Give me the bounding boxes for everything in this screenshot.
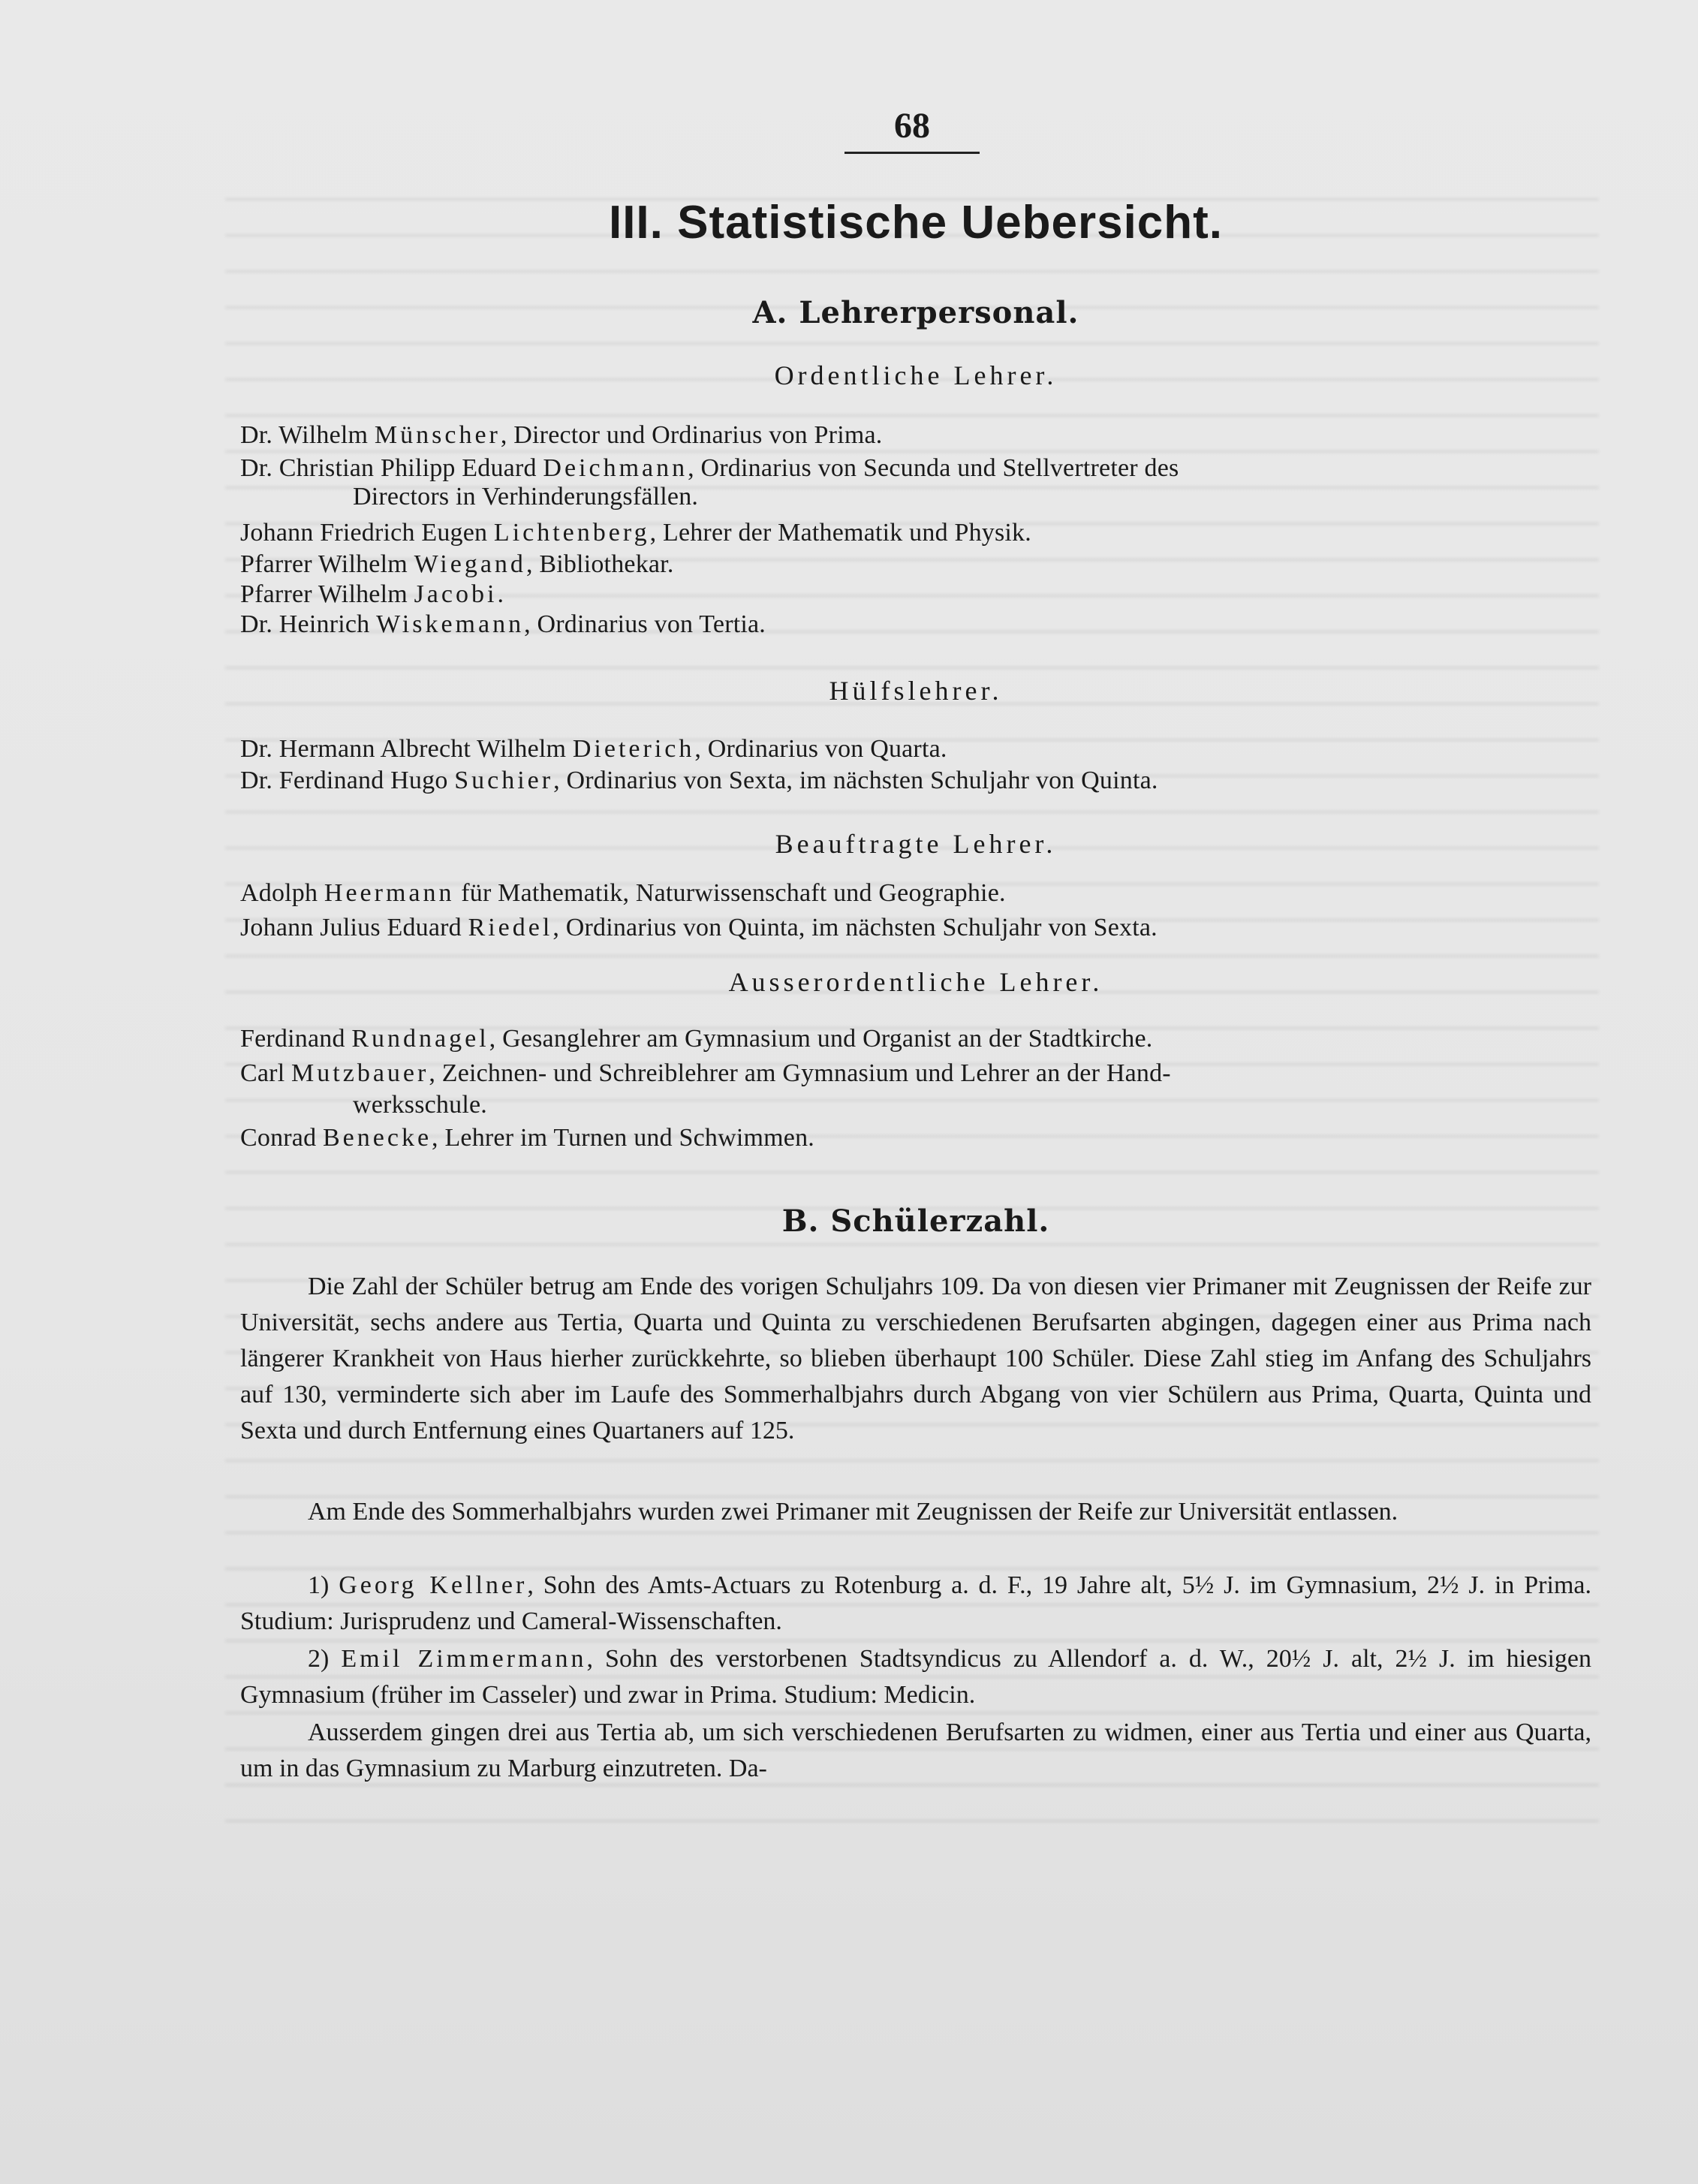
teacher-name: Heermann: [324, 879, 455, 907]
graduate-name: Georg Kellner: [339, 1571, 528, 1599]
ausserordentliche-heading: Ausserordentliche Lehrer.: [728, 967, 1103, 997]
teacher-name: Jacobi: [414, 580, 498, 608]
teacher-line-continuation: Directors in Verhinderungsfällen.: [353, 483, 699, 511]
teacher-name: Wiegand: [414, 550, 526, 578]
teacher-name: Münscher: [374, 421, 501, 449]
teacher-line: Johann Julius Eduard Riedel, Ordinarius von Quinta, im nächsten Schuljahr von Sexta.: [240, 914, 1158, 941]
teacher-line: Dr. Wilhelm Münscher, Director und Ordinarius von Prima.: [240, 421, 883, 449]
page-number: 68: [894, 106, 930, 146]
teacher-line: Pfarrer Wilhelm Wiegand, Bibliothekar.: [240, 550, 674, 578]
teacher-line: Ferdinand Rundnagel, Gesanglehrer am Gymnasium und Organist an der Stadtkirche.: [240, 1025, 1153, 1053]
teacher-name: Wiskemann: [376, 610, 525, 638]
teacher-line-continuation: werksschule.: [353, 1091, 487, 1119]
teacher-name: Dieterich: [572, 735, 695, 763]
section-a-heading: A. Lehrerpersonal.: [752, 295, 1079, 330]
teacher-line: Conrad Benecke, Lehrer im Turnen und Schwimmen.: [240, 1124, 814, 1152]
teacher-name: Riedel: [468, 914, 553, 941]
ordentliche-heading: Ordentliche Lehrer.: [774, 360, 1058, 390]
teacher-line: Dr. Hermann Albrecht Wilhelm Dieterich, Ordinarius von Quarta.: [240, 735, 947, 763]
section-b-heading: B. Schülerzahl.: [781, 1203, 1050, 1239]
graduate-name: Emil Zimmermann: [341, 1645, 587, 1673]
teacher-name: Benecke: [323, 1124, 432, 1152]
teacher-line: Adolph Heermann für Mathematik, Naturwissenschaft und Geographie.: [240, 879, 1006, 907]
beauftragte-heading: Beauftragte Lehrer.: [775, 829, 1057, 859]
teacher-name: Rundnagel: [351, 1025, 489, 1053]
page-number-underline: [844, 152, 980, 154]
page-title: III. Statistische Uebersicht.: [608, 197, 1224, 249]
paragraph-schuelerzahl: Die Zahl der Schüler betrug am Ende des vorigen Schuljahrs 109. Da von diesen vier Primaner mit Zeugnissen der Reife zur Universität, sechs andere aus Tertia, Quarta und Quinta zu verschiedenen Berufsarten abgingen, dagegen einer aus Prima nach längerer Krankheit von Haus hierher zurückkehrte, so blieben überhaupt 100 Schüler. Diese Zahl stieg im Anfang des Schuljahrs auf 130, verminderte sich aber im Laufe des Sommerhalbjahrs durch Abgang von vier Schülern aus Prima, Quarta, Quinta und Sexta und durch Entfernung eines Quartaners auf 125.: [240, 1273, 1591, 1444]
teacher-line: Johann Friedrich Eugen Lichtenberg, Lehrer der Mathematik und Physik.: [240, 519, 1031, 547]
graduate-item: 1) Georg Kellner, Sohn des Amts-Actuars zu Rotenburg a. d. F., 19 Jahre alt, 5½ J. im Gymnasium, 2½ J. in Prima. Studium: Jurisprudenz und Cameral-Wissenschaften.: [240, 1571, 1591, 1635]
graduate-item: 2) Emil Zimmermann, Sohn des verstorbenen Stadtsyndicus zu Allendorf a. d. W., 20½ J. alt, 2½ J. im hiesigen Gymnasium (früher im Casseler) und zwar in Prima. Studium: Medicin.: [240, 1645, 1591, 1709]
huelfslehrer-heading: Hülfslehrer.: [829, 676, 1003, 706]
teacher-line: Carl Mutzbauer, Zeichnen- und Schreiblehrer am Gymnasium und Lehrer an der Hand-: [240, 1059, 1171, 1087]
teacher-name: Lichtenberg: [493, 519, 650, 547]
teacher-line: Dr. Christian Philipp Eduard Deichmann, Ordinarius von Secunda und Stellvertreter des: [240, 454, 1179, 482]
teacher-line: Pfarrer Wilhelm Jacobi.: [240, 580, 504, 608]
teacher-line: Dr. Ferdinand Hugo Suchier, Ordinarius von Sexta, im nächsten Schuljahr von Quinta.: [240, 767, 1158, 794]
teacher-name: Suchier: [454, 767, 554, 794]
paragraph-ausserdem: Ausserdem gingen drei aus Tertia ab, um sich verschiedenen Berufsarten zu widmen, einer aus Tertia und einer aus Quarta, um in das Gymnasium zu Marburg einzutreten. Da-: [240, 1719, 1591, 1782]
paragraph-entlassen: Am Ende des Sommerhalbjahrs wurden zwei Primaner mit Zeugnissen der Reife zur Universität entlassen.: [308, 1498, 1398, 1526]
teacher-name: Deichmann: [543, 454, 688, 482]
teacher-name: Mutzbauer: [291, 1059, 429, 1087]
teacher-line: Dr. Heinrich Wiskemann, Ordinarius von Tertia.: [240, 610, 766, 638]
